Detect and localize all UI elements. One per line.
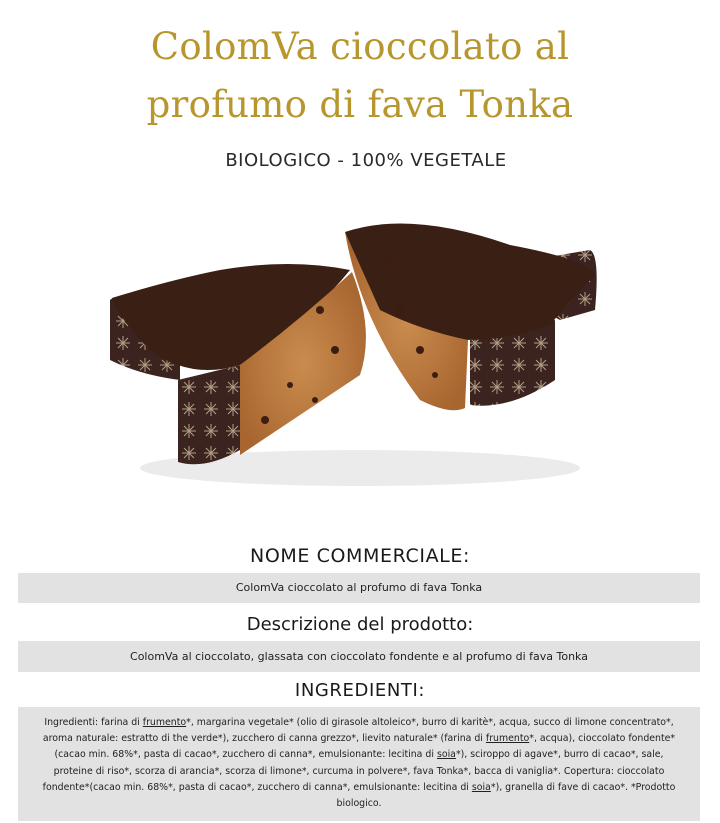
- allergen-soia: soia: [436, 749, 456, 761]
- ingredients-text: *, acqua), cioccolato fondente*(cacao min. 68%*, pasta di cacao*, zucchero di canna*, emulsionante: lecitina di: [54, 733, 676, 761]
- product-description-value: ColomVa al cioccolato, glassata con cioccolato fondente e al profumo di fava Tonka: [18, 641, 700, 672]
- ingredients-text: *), sciroppo di agave*, burro di cacao*, sale, proteine di riso*, scorza di arancia*, scorza di limone*, curcuma in polvere*, fava Tonka*, bacca di vaniglia*. Copertura: cioccolato fondente*(cacao min. 68%*, pasta di cacao*, zucchero di canna*, emulsionante: lecitina di: [42, 749, 665, 793]
- product-description-heading: Descrizione del prodotto:: [246, 614, 474, 635]
- ingredients-text: *), granella di fave di cacao*. *Prodotto biologico.: [336, 781, 676, 810]
- title-line-1: ColomVa cioccolato al: [150, 25, 570, 68]
- product-title: [0, 18, 720, 134]
- ingredients-heading: INGREDIENTI:: [294, 680, 426, 701]
- allergen-soia: soia: [471, 781, 491, 793]
- commercial-name-value: ColomVa cioccolato al profumo di fava Tonka: [18, 573, 700, 603]
- allergen-frumento: frumento: [142, 717, 187, 728]
- title-line-2: profumo di fava Tonka: [146, 83, 574, 126]
- commercial-name-heading: NOME COMMERCIALE:: [250, 545, 470, 567]
- allergen-frumento: frumento: [485, 733, 530, 745]
- product-subtitle: BIOLOGICO - 100% VEGETALE: [225, 150, 507, 171]
- right-cake-piece: [345, 224, 597, 411]
- ingredients-list: [18, 707, 700, 821]
- product-photo: [90, 200, 630, 500]
- ingredients-text: Ingredienti: farina di: [44, 717, 143, 728]
- ingredients-text: *, margarina vegetale* (olio di girasole altoleico*, burro di karitè*, acqua, succo di limone concentrato*, aroma naturale: estratto di the verde*), zucchero di canna grezzo*, lievito naturale* (farina di: [42, 717, 674, 745]
- left-cake-piece: [110, 264, 366, 464]
